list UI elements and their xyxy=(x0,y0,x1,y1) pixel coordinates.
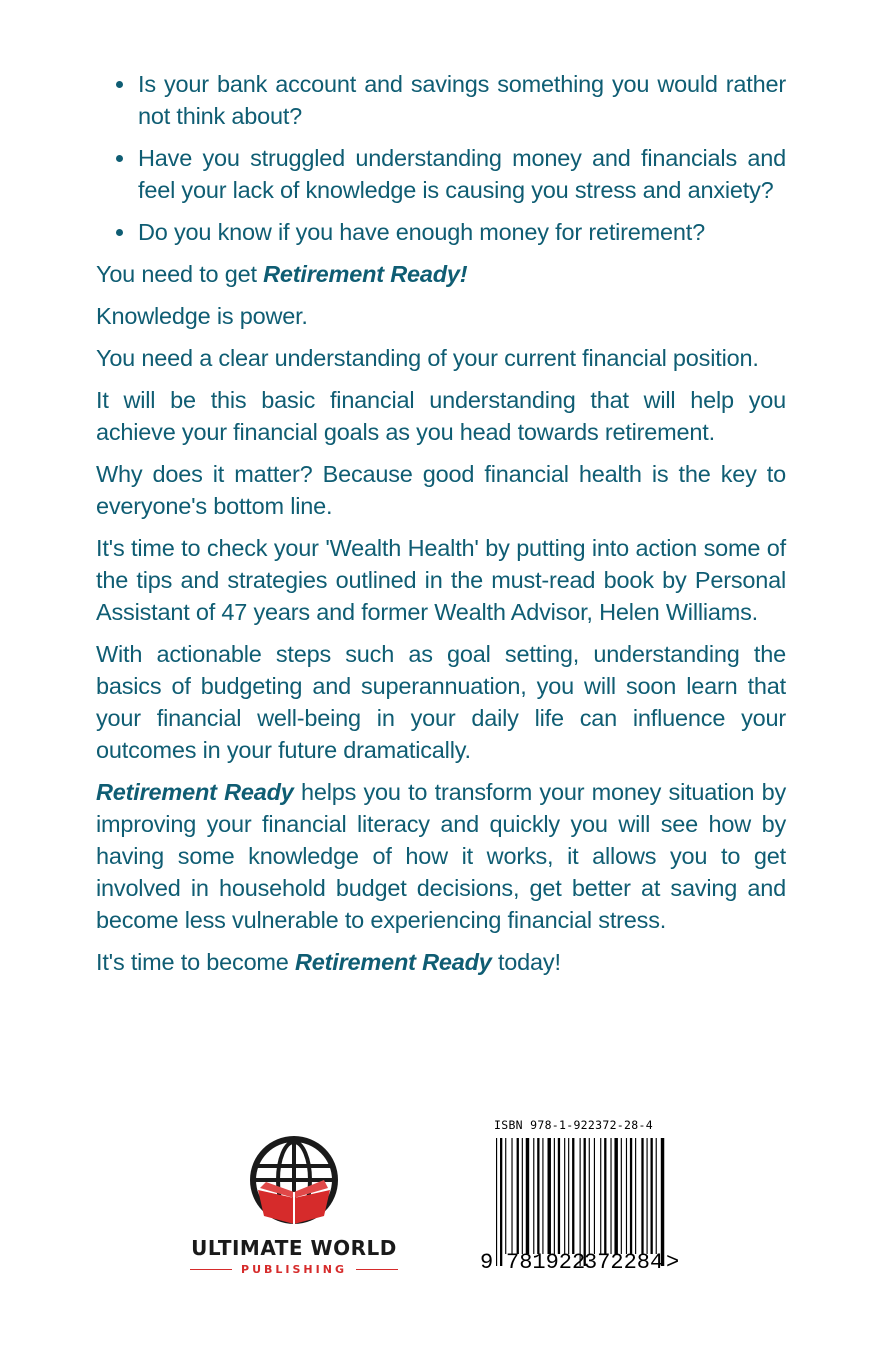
isbn-barcode xyxy=(480,1118,692,1290)
barcode-bar xyxy=(594,1138,595,1254)
barcode-bar xyxy=(522,1138,523,1254)
book-title-emphasis: Retirement Ready xyxy=(295,949,492,975)
barcode-bar xyxy=(656,1138,657,1254)
barcode-bar xyxy=(604,1138,606,1254)
barcode-bar xyxy=(661,1138,664,1266)
barcode-bar xyxy=(621,1138,622,1254)
barcode-bar xyxy=(537,1138,539,1254)
publisher-name: ULTIMATE WORLD xyxy=(191,1236,397,1260)
publisher-subtitle: PUBLISHING xyxy=(241,1263,347,1276)
bullet-item: Have you struggled understanding money and financials and feel your lack of knowledge is causing you stress and anxiety? xyxy=(96,142,786,206)
barcode-bar xyxy=(526,1138,529,1254)
barcode-marker: > xyxy=(666,1250,680,1275)
isbn-label: ISBN 978-1-922372-28-4 xyxy=(494,1118,653,1132)
bullet-item: Do you know if you have enough money for retirement? xyxy=(96,216,786,248)
barcode-bar xyxy=(505,1138,506,1254)
text: It's time to become xyxy=(96,949,296,975)
barcode-bars xyxy=(496,1138,676,1266)
text: helps you to transform your money situation by improving your financial literacy and quickly you will see how by having some knowledge of how it works, it allows you to get involved in household budget decisions, get better at saving and become less vulnerable to experiencing financial stress. xyxy=(96,779,786,933)
barcode-digits-left: 781922 xyxy=(506,1250,586,1275)
paragraph: It's time to check your 'Wealth Health' by putting into action some of the tips and strategies outlined in the must-read book by Personal Assistant of 47 years and former Wealth Advisor, Helen Williams. xyxy=(96,535,786,625)
paragraph: You need a clear understanding of your current financial position. xyxy=(96,345,759,371)
paragraph: With actionable steps such as goal setting, understanding the basics of budgeting and superannuation, you will soon learn that your financial well-being in your daily life can influence your outcomes in your future dramatically. xyxy=(96,641,786,763)
barcode-bar xyxy=(580,1138,581,1266)
book-title-emphasis: Retirement Ready xyxy=(96,779,294,805)
barcode-bar xyxy=(589,1138,590,1254)
barcode-bar xyxy=(500,1138,502,1266)
barcode-bar xyxy=(635,1138,636,1254)
question-list xyxy=(96,68,786,248)
barcode-bar xyxy=(564,1138,565,1254)
barcode-bar xyxy=(651,1138,653,1254)
book-title-emphasis: Retirement Ready! xyxy=(263,261,468,287)
paragraph-get-ready xyxy=(96,258,786,290)
paragraph-closing xyxy=(96,946,786,978)
barcode-bar xyxy=(517,1138,519,1254)
back-cover-copy xyxy=(96,68,786,988)
barcode-bar xyxy=(554,1138,555,1254)
paragraph: It will be this basic financial understanding that will help you achieve your financial goals as you head towards retirement. xyxy=(96,387,786,445)
paragraph: Why does it matter? Because good financial health is the key to everyone's bottom line. xyxy=(96,461,786,519)
barcode-bar xyxy=(568,1138,569,1254)
paragraph: Knowledge is power. xyxy=(96,303,308,329)
barcode-bar xyxy=(572,1138,574,1254)
barcode-first-digit: 9 xyxy=(480,1250,494,1275)
barcode-bar xyxy=(641,1138,643,1254)
barcode-digits-right: 372284 xyxy=(584,1250,664,1275)
publisher-logo xyxy=(180,1132,408,1282)
barcode-bar xyxy=(626,1138,627,1254)
paragraph-transform xyxy=(96,776,786,936)
barcode-bar xyxy=(542,1138,543,1254)
barcode-bar xyxy=(600,1138,601,1254)
barcode-bar xyxy=(558,1138,560,1254)
barcode-bar xyxy=(496,1138,497,1266)
barcode-bar xyxy=(614,1138,617,1254)
barcode-bar xyxy=(548,1138,551,1254)
globe-book-icon xyxy=(244,1132,344,1232)
barcode-bar xyxy=(610,1138,611,1254)
barcode-bar xyxy=(533,1138,534,1254)
text: today! xyxy=(491,949,561,975)
barcode-bar xyxy=(511,1138,512,1254)
barcode-bar xyxy=(647,1138,648,1254)
bullet-item: Is your bank account and savings something you would rather not think about? xyxy=(96,68,786,132)
divider-right xyxy=(356,1269,398,1270)
text: You need to get xyxy=(96,261,264,287)
barcode-bar xyxy=(584,1138,586,1266)
barcode-bar xyxy=(630,1138,632,1254)
